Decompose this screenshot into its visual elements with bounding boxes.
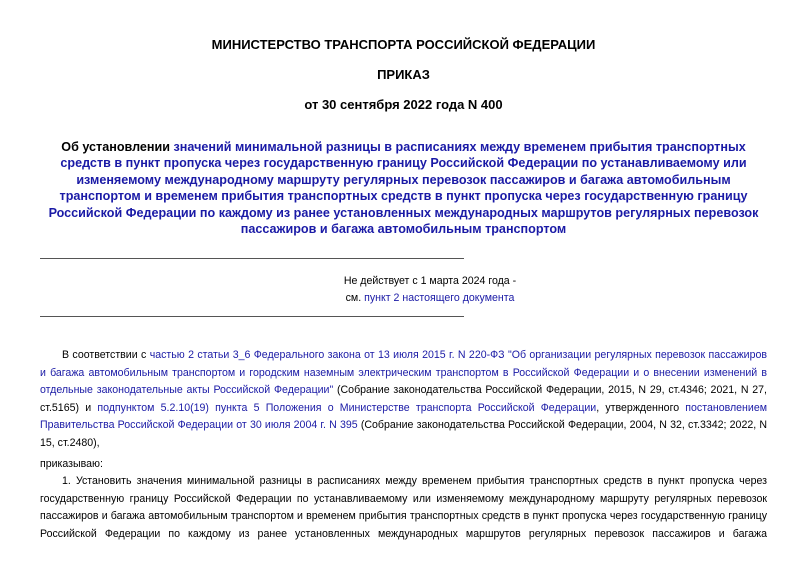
preamble-text-3: , утвержденного (596, 401, 686, 414)
title-link[interactable]: значений минимальной разницы в расписаниях между временем прибытия транспортных средств в пункт пропуска через государственную границу Российской Федерации по устанавливаемому или изменяемому международному маршруту регулярных перевозок пассажиров и багажа автомобильным транспортом и временем прибытия транспортных средств в пункт пропуска через государственную границу Российской Федерации по каждому из ранее установленных международных маршрутов регулярных перевозок пассажиров и багажа автомобильным транспортом (48, 140, 759, 237)
status-link[interactable]: пункт 2 настоящего документа (364, 292, 515, 304)
status-line-2 (280, 292, 580, 304)
document-title (40, 139, 767, 237)
regulation-subclause-link[interactable]: подпунктом 5.2.10(19) пункта 5 Положения о Министерстве транспорта Российской Федерации (97, 401, 597, 414)
order-word: приказываю: (40, 458, 103, 470)
government-decree-link[interactable]: постановлением Правительства Российской Федерации от 30 июля 2004 г. N 395 (40, 401, 767, 431)
divider-top (40, 258, 464, 259)
divider-bottom (40, 316, 464, 317)
ministry-heading: МИНИСТЕРСТВО ТРАНСПОРТА РОССИЙСКОЙ ФЕДЕРАЦИИ (211, 37, 596, 52)
federal-law-link[interactable]: частью 2 статьи 3_6 Федерального закона от 13 июля 2015 г. N 220-ФЗ "Об организации регулярных перевозок пассажиров и багажа автомобильным транспортом и городским наземным электрическим транспортом в Российской Федерации и о внесении изменений в отдельные законодательные акты Российской Федерации" (40, 349, 767, 396)
preamble-text-2: (Собрание законодательства Российской Федерации, 2015, N 29, ст.4346; 2021, N 27, ст.5165) и (40, 384, 767, 414)
status-line-1: Не действует с 1 марта 2024 года - (343, 275, 517, 287)
status-prefix: см. (345, 292, 365, 304)
document-type: ПРИКАЗ (377, 67, 430, 82)
preamble-paragraph (40, 347, 767, 452)
document-date-number: от 30 сентября 2022 года N 400 (304, 97, 503, 112)
item-1-paragraph: 1. Установить значения минимальной разницы в расписаниях между временем прибытия транспортных средств в пункт пропуска через государственную границу Российской Федерации по устанавливаемому или изменяемому международному маршруту регулярных перевозок пассажиров и багажа автомобильным транспортом и временем прибытия транспортных средств в пункт пропуска через государственную границу Российской Федерации по каждому из ранее установленных международных маршрутов регулярных перевозок пассажиров и багажа (40, 475, 767, 540)
preamble-text-1: В соответствии с (62, 349, 150, 361)
preamble-text-4: (Собрание законодательства Российской Федерации, 2004, N 32, ст.3342; 2022, N 15, ст.2480), (40, 419, 768, 449)
title-prefix: Об установлении (61, 140, 174, 154)
